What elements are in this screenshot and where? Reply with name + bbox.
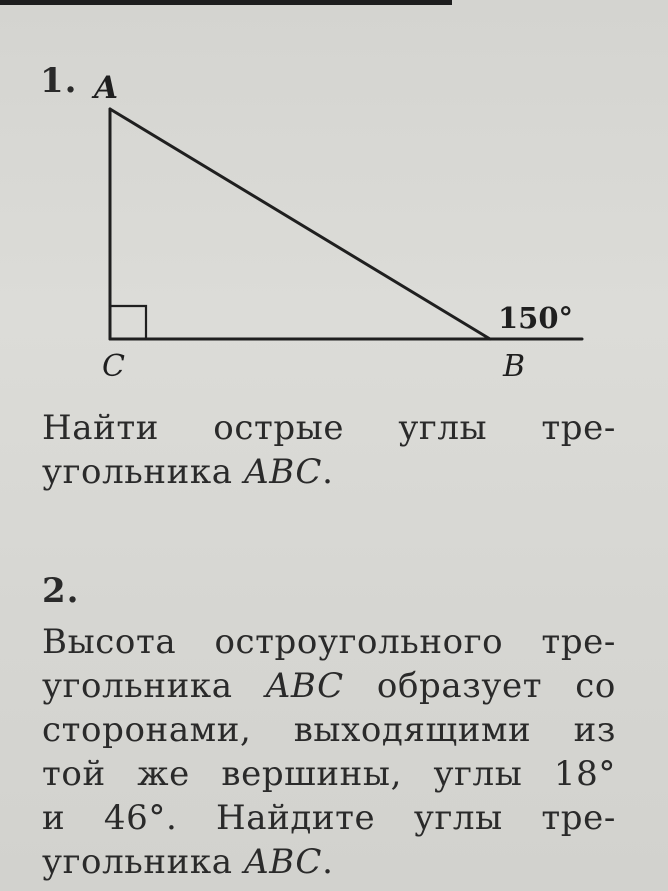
problem-2-text <box>42 620 616 884</box>
problem-2-line-3 <box>42 708 616 752</box>
word: той <box>42 754 106 794</box>
vertex-c-label: C <box>102 349 125 384</box>
word: выходящими <box>293 710 532 750</box>
punctuation: . <box>322 842 334 882</box>
word: из <box>573 710 616 750</box>
right-angle-mark <box>110 306 146 339</box>
word: тре- <box>541 622 616 662</box>
vertex-b-label: B <box>503 349 526 384</box>
word: и <box>42 798 66 838</box>
triangle-name: ABC <box>244 842 323 882</box>
word: остроугольного <box>214 622 504 662</box>
word: тре- <box>541 798 616 838</box>
word: же <box>137 754 190 794</box>
problem-2-line-6 <box>42 840 616 884</box>
problem-1-line-2 <box>42 450 616 494</box>
word: Найдите <box>215 798 376 838</box>
word: со <box>575 666 616 706</box>
problem-2-line-1 <box>42 620 616 664</box>
word: Найти <box>42 408 160 448</box>
word: углы <box>413 798 503 838</box>
word: угольника <box>42 666 233 706</box>
word: углы <box>398 408 488 448</box>
word: сторонами, <box>42 710 252 750</box>
word: угольника <box>42 452 245 492</box>
triangle-name: ABC <box>244 452 323 492</box>
angle-value: 18° <box>553 754 616 794</box>
triangle-name: ABC <box>265 666 344 706</box>
word: угольника <box>42 842 245 882</box>
word: Высота <box>42 622 177 662</box>
side-ab <box>110 109 490 339</box>
word: вершины, <box>221 754 402 794</box>
problem-2-number: 2. <box>42 571 80 611</box>
exterior-angle-label: 150° <box>498 301 574 335</box>
problem-1-text <box>42 406 616 494</box>
triangle-figure <box>0 0 668 400</box>
angle-value: 46°. <box>103 798 178 838</box>
problem-1-line-1 <box>42 406 616 450</box>
problem-2-line-4 <box>42 752 616 796</box>
word: тре- <box>541 408 616 448</box>
vertex-a-label: A <box>94 70 119 106</box>
word: углы <box>433 754 523 794</box>
problem-2-line-5 <box>42 796 616 840</box>
word: образует <box>376 666 543 706</box>
word: острые <box>213 408 345 448</box>
punctuation: . <box>322 452 334 492</box>
problem-2-line-2 <box>42 664 616 708</box>
problem-1-number: 1. <box>40 61 78 101</box>
